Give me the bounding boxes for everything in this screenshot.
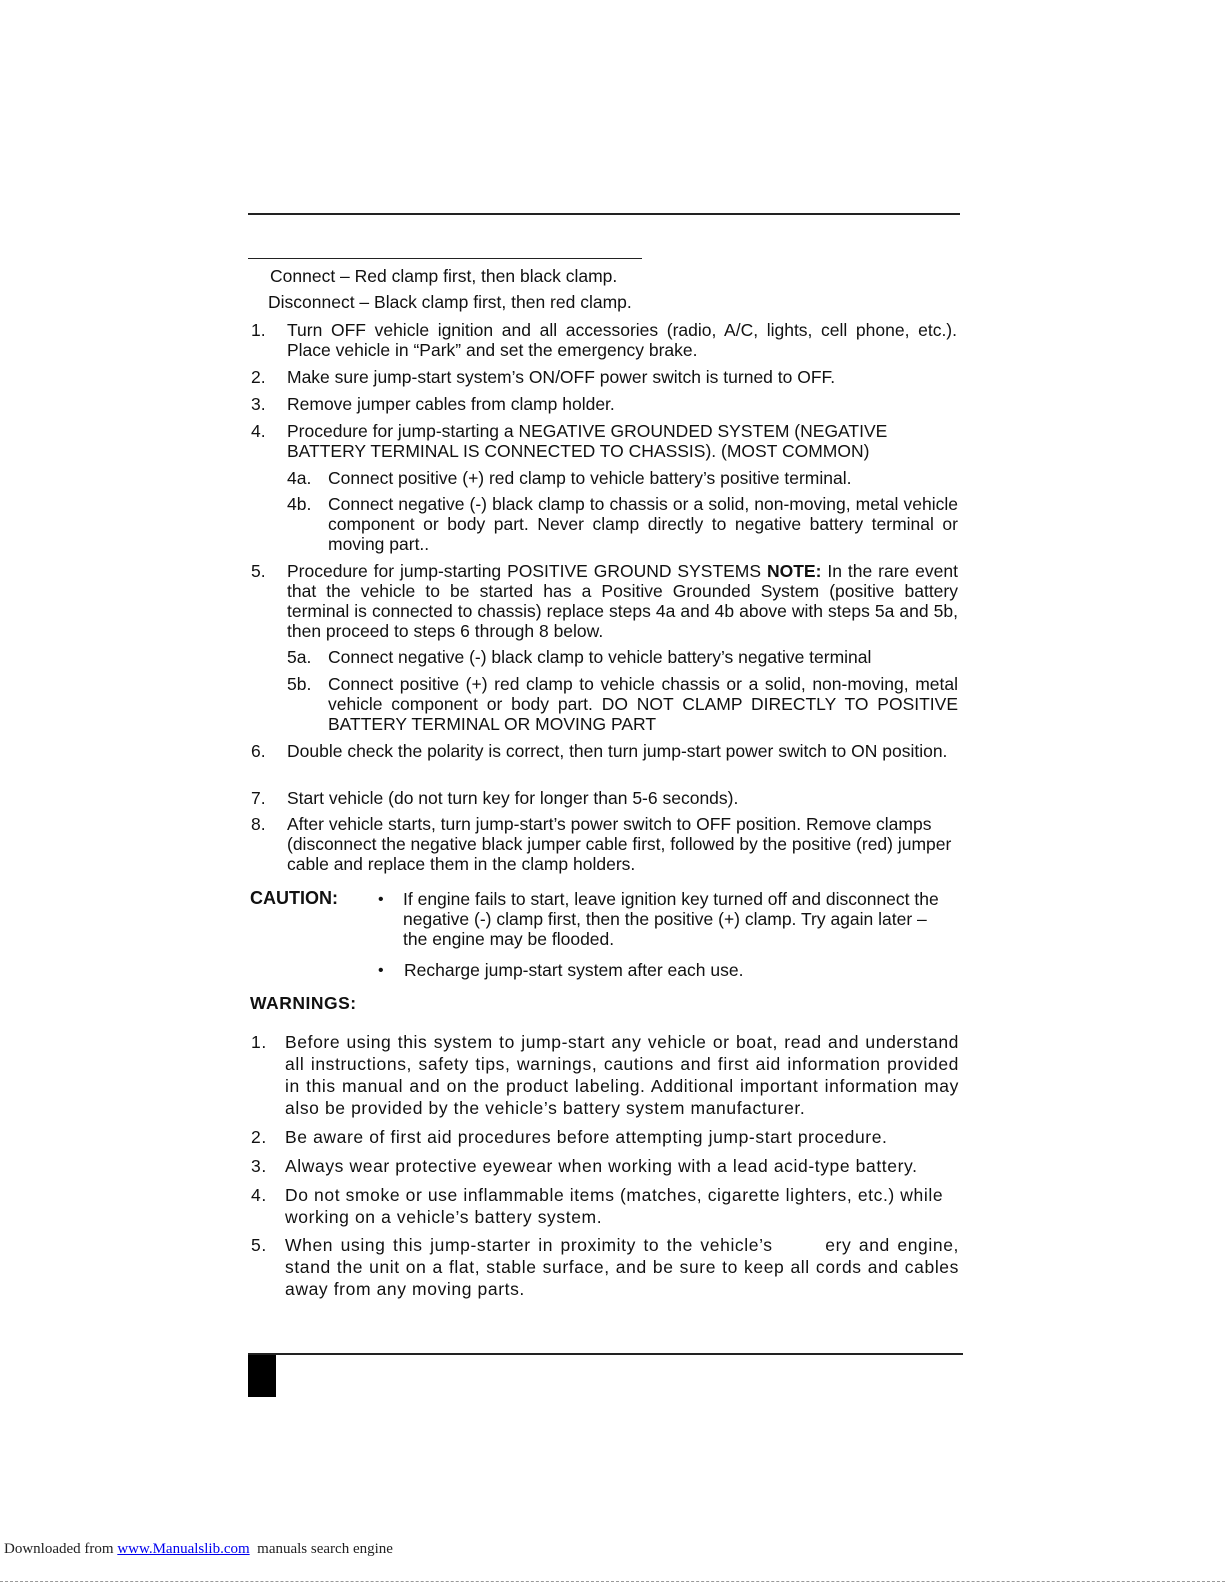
footer-divider: [0, 1581, 1225, 1582]
step-text: Turn OFF vehicle ignition and all accessories (radio, A/C, lights, cell phone, etc.). Place vehicle in “Park” and set the emergency brake.: [287, 320, 957, 360]
download-footer: [4, 1541, 393, 1558]
warning-number: 3.: [251, 1156, 267, 1176]
substep-text: Connect negative (-) black clamp to vehicle battery’s negative terminal: [328, 647, 872, 667]
caution-text: Recharge jump-start system after each use.: [404, 960, 744, 980]
note-label: NOTE:: [766, 561, 822, 581]
step-text: Make sure jump-start system’s ON/OFF power switch is turned to OFF.: [287, 367, 836, 387]
warning-number: 1.: [251, 1032, 267, 1052]
section-rule: [248, 258, 642, 259]
step-number: 3.: [251, 394, 266, 414]
step-text-after: In the rare event that the vehicle to be started has a Positive Grounded System (positive battery terminal is connected to chassis) replace steps 4a and 4b above with steps 5a and 5b, then proceed to steps 6 through 8 below.: [287, 561, 958, 641]
substep-number: 4a.: [287, 468, 312, 488]
disconnect-note: Disconnect – Black clamp first, then red clamp.: [268, 292, 632, 312]
header-rule: [248, 213, 960, 215]
substep-text: Connect positive (+) red clamp to vehicle battery’s positive terminal.: [328, 468, 852, 488]
step-text: [287, 561, 958, 641]
warning-number: 2.: [251, 1127, 267, 1147]
warning-text: Before using this system to jump-start any vehicle or boat, read and understand all instructions, safety tips, warnings, cautions and first aid information provided in this manual and on the product labeling. Additional important information may also be provided by the vehicle’s battery system manufacturer.: [285, 1032, 959, 1118]
warning-text: Always wear protective eyewear when working with a lead acid-type battery.: [285, 1156, 918, 1176]
warning-number: 5.: [251, 1235, 267, 1255]
footer-prefix: Downloaded from: [4, 1541, 118, 1557]
substep-number: 5a.: [287, 647, 312, 667]
step-text: Remove jumper cables from clamp holder.: [287, 394, 615, 414]
bullet-icon: •: [378, 962, 384, 979]
step-text-before: Procedure for jump-starting POSITIVE GROUND SYSTEMS: [287, 561, 767, 581]
step-text: Double check the polarity is correct, then turn jump-start power switch to ON position.: [287, 741, 948, 761]
warning-text: Be aware of first aid procedures before attempting jump-start procedure.: [285, 1127, 888, 1147]
warning-number: 4.: [251, 1185, 267, 1205]
step-number: 4.: [251, 421, 266, 441]
footer-suffix: manuals search engine: [249, 1541, 393, 1557]
page-tab-marker: [248, 1355, 276, 1397]
step-number: 7.: [251, 788, 266, 808]
step-number: 2.: [251, 367, 266, 387]
step-text: After vehicle starts, turn jump-start’s power switch to OFF position. Remove clamps (disconnect the negative black jumper cable first, followed by the positive (red) jumper cable and replace them in the clamp holders.: [287, 814, 952, 874]
step-number: 5.: [251, 561, 266, 581]
substep-number: 4b.: [287, 494, 312, 514]
caution-label: CAUTION:: [250, 888, 338, 908]
warning-text: Do not smoke or use inflammable items (matches, cigarette lighters, etc.) while working on a vehicle’s battery system.: [285, 1185, 944, 1227]
step-number: 6.: [251, 741, 266, 761]
step-number: 1.: [251, 320, 266, 340]
step-number: 8.: [251, 814, 266, 834]
substep-text: Connect positive (+) red clamp to vehicle chassis or a solid, non-moving, metal vehicle component or body part. DO NOT CLAMP DIRECTLY TO POSITIVE BATTERY TERMINAL OR MOVING PART: [328, 674, 958, 734]
caution-text: If engine fails to start, leave ignition key turned off and disconnect the negative (-) clamp first, then the positive (+) clamp. Try again later – the engine may be flooded.: [403, 889, 939, 949]
manualslib-link[interactable]: www.Manualslib.com: [117, 1541, 250, 1557]
step-text: Procedure for jump-starting a NEGATIVE GROUNDED SYSTEM (NEGATIVE BATTERY TERMINAL IS CONNECTED TO CHASSIS). (MOST COMMON): [287, 421, 888, 461]
substep-number: 5b.: [287, 674, 312, 694]
bullet-icon: •: [378, 891, 384, 908]
warning-text: When using this jump-starter in proximity to the vehicle’s ery and engine, stand the unit on a flat, stable surface, and be sure to keep all cords and cables away from any moving parts.: [285, 1235, 965, 1299]
connect-note: Connect – Red clamp first, then black clamp.: [270, 266, 618, 286]
step-text: Start vehicle (do not turn key for longer than 5-6 seconds).: [287, 788, 739, 808]
footer-rule: [248, 1353, 963, 1355]
warnings-heading: WARNINGS:: [250, 993, 357, 1013]
substep-text: Connect negative (-) black clamp to chassis or a solid, non-moving, metal vehicle component or body part. Never clamp directly to negative battery terminal or moving part..: [328, 494, 958, 554]
